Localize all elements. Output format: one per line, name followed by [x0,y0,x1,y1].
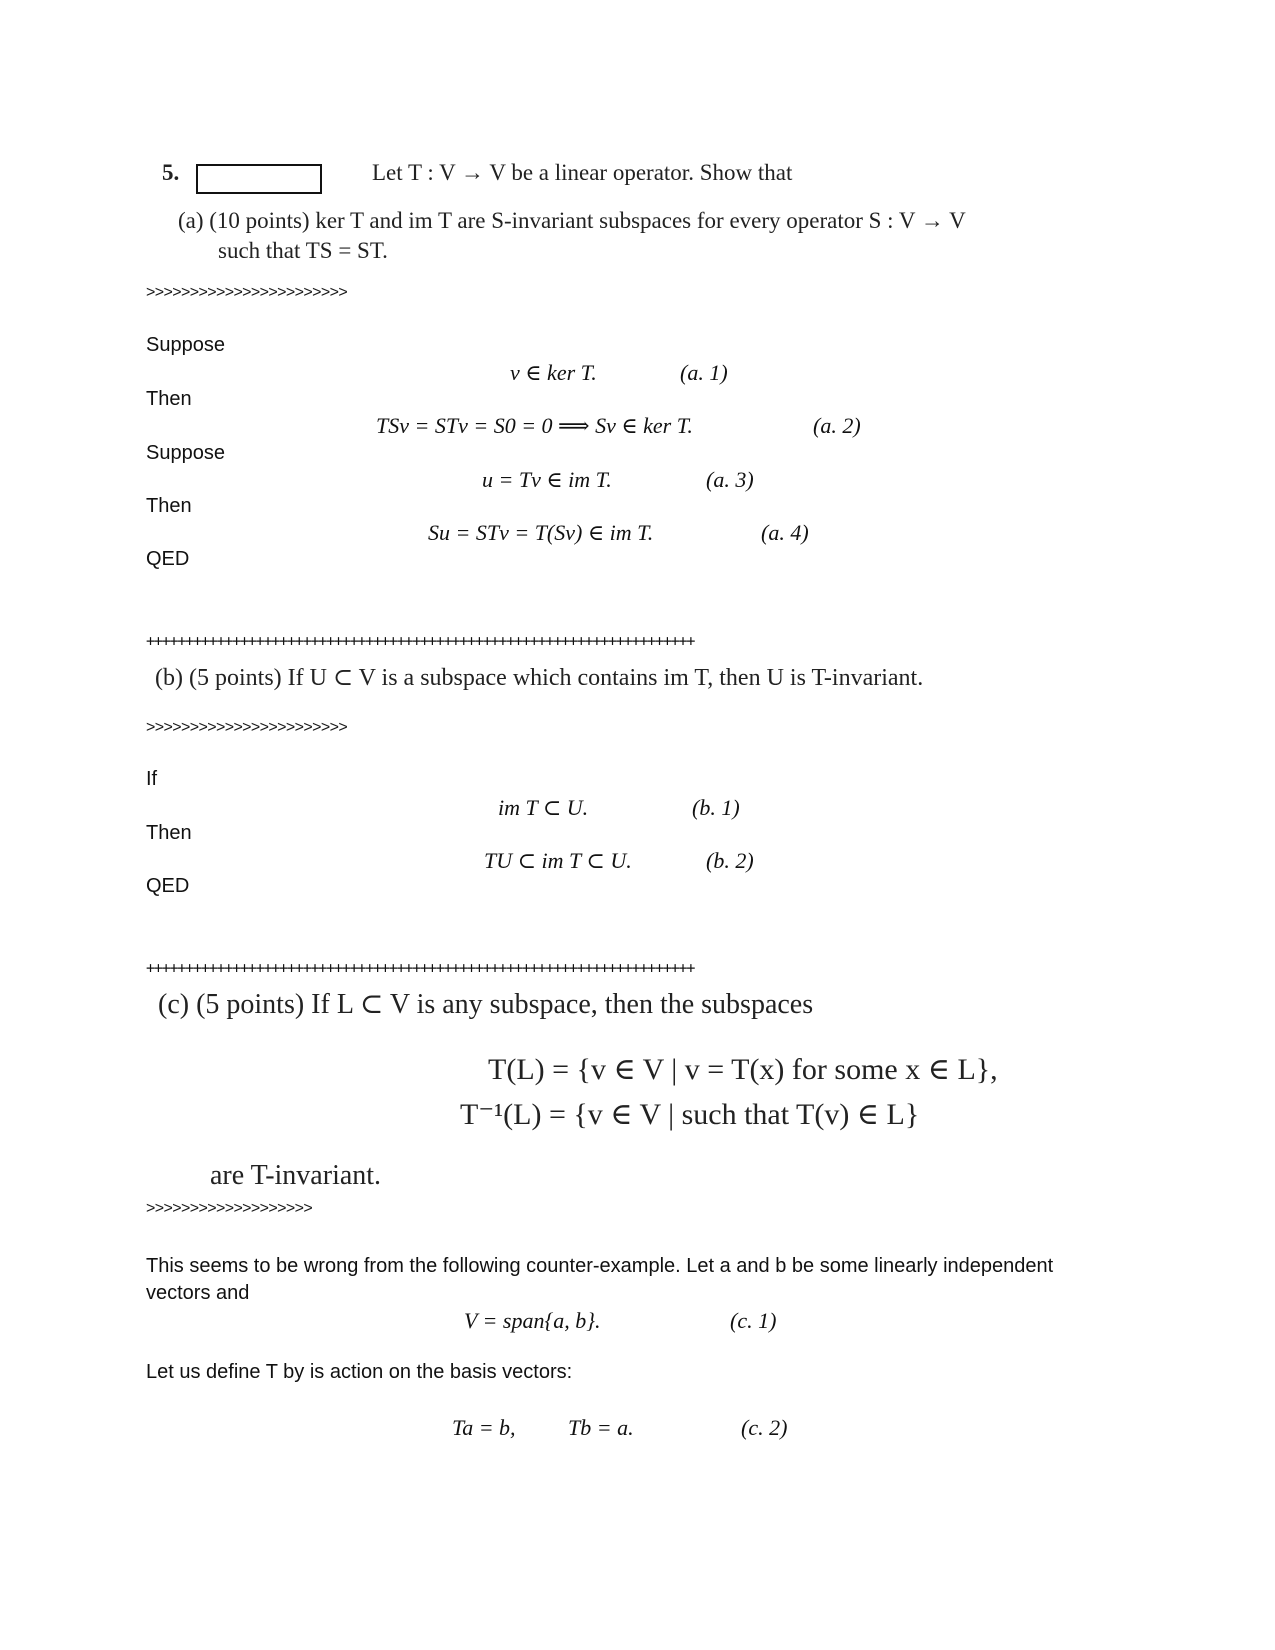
tag-b1: (b. 1) [692,795,740,820]
part-a-label-1: Suppose [146,334,225,356]
tag-a1: (a. 1) [680,360,728,385]
part-c-conclusion: are T-invariant. [210,1160,382,1191]
part-b-arrows: >>>>>>>>>>>>>>>>>>>>>>> [146,719,348,736]
part-b-label-1: If [146,768,158,790]
set-definition-preimage: T⁻¹(L) = {v ∈ V | such that T(v) ∈ L} [460,1098,920,1131]
part-a-arrows: >>>>>>>>>>>>>>>>>>>>>>> [146,284,348,301]
equation-c2-left: Ta = b, [452,1415,516,1440]
part-b-qed: QED [146,875,190,897]
score-box [196,164,322,194]
tag-b2: (b. 2) [706,848,754,873]
part-c-statement: (c) (5 points) If L ⊂ V is any subspace, then the subspaces [158,989,814,1020]
counter-example-line1: This seems to be wrong from the following counter-example. Let a and b be some linearly independent [146,1255,1054,1277]
equation-b1: im T ⊂ U. [498,795,589,820]
equation-b2: TU ⊂ im T ⊂ U. [484,848,632,873]
set-definition-image: T(L) = {v ∈ V | v = T(x) for some x ∈ L}, [488,1053,998,1086]
part-b-label-2: Then [146,822,192,844]
part-a-qed: QED [146,548,190,570]
equation-a4: Su = STv = T(Sv) ∈ im T. [428,520,654,545]
part-b-statement: (b) (5 points) If U ⊂ V is a subspace which contains im T, then U is T-invariant. [155,665,924,691]
tag-a2: (a. 2) [813,413,861,438]
separator-line: ++++++++++++++++++++++++++++++++++++++++++++++++++++++++++++++++++++++ [146,632,695,650]
tag-a4: (a. 4) [761,520,809,545]
part-a-label-4: Then [146,495,192,517]
part-a-label-3: Suppose [146,442,225,464]
part-a-statement-line1: (a) (10 points) ker T and im T are S-invariant subspaces for every operator S : V → V [178,208,966,233]
separator-line: ++++++++++++++++++++++++++++++++++++++++++++++++++++++++++++++++++++++ [146,959,695,977]
equation-a1: v ∈ ker T. [510,360,597,385]
equation-c2-right: Tb = a. [568,1415,634,1440]
tag-c1: (c. 1) [730,1308,777,1333]
basis-definition-text: Let us define T by is action on the basis vectors: [146,1361,573,1383]
equation-a2: TSv = STv = S0 = 0 ⟹ Sv ∈ ker T. [376,413,693,438]
tag-c2: (c. 2) [741,1415,788,1440]
counter-example-line2: vectors and [146,1282,250,1304]
problem-number: 5. [162,160,180,185]
part-c-arrows: >>>>>>>>>>>>>>>>>>> [146,1200,313,1217]
part-a-label-2: Then [146,388,192,410]
equation-c1: V = span{a, b}. [464,1308,601,1333]
equation-a3: u = Tv ∈ im T. [482,467,612,492]
tag-a3: (a. 3) [706,467,754,492]
problem-intro: Let T : V → V be a linear operator. Show that [372,160,793,185]
part-a-statement-line2: such that TS = ST. [218,238,388,263]
